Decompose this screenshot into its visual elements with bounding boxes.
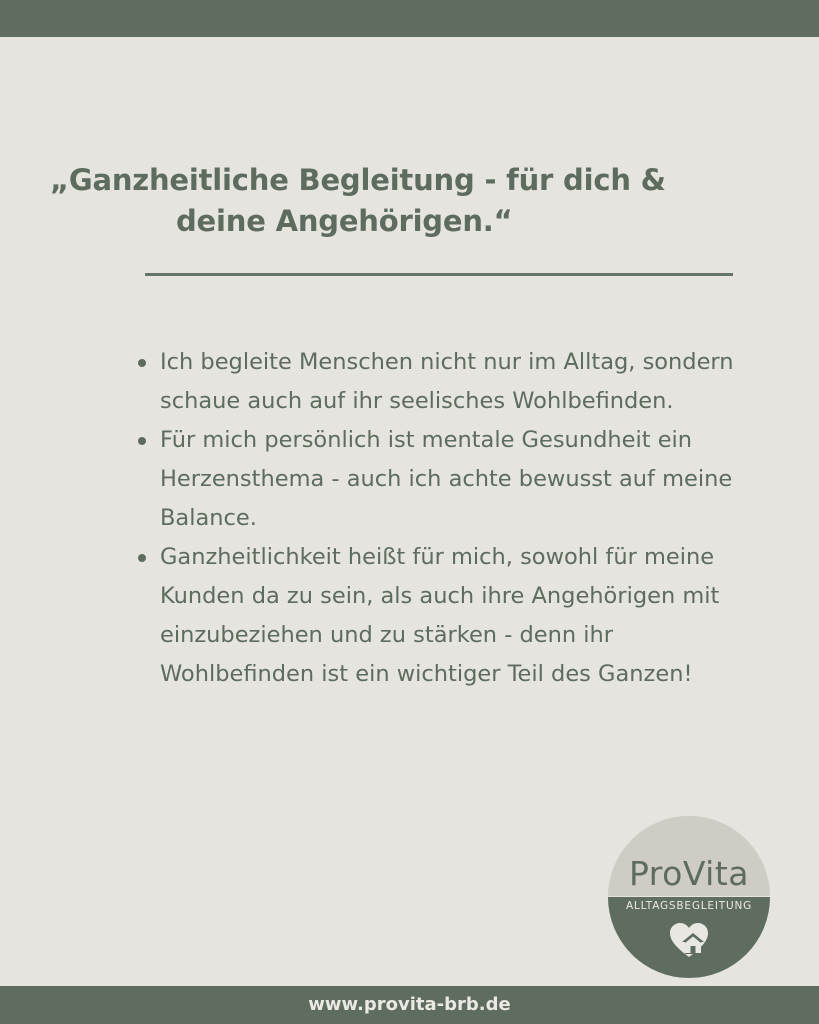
logo-name: ProVita — [628, 854, 750, 893]
bullet-icon — [138, 359, 146, 367]
website-link[interactable]: www.provita-brb.de — [308, 994, 511, 1015]
title-line-1: „Ganzheitliche Begleitung - für dich & — [50, 163, 666, 197]
bullet-icon — [138, 554, 146, 562]
logo-separator — [608, 896, 770, 897]
list-item-text: Für mich persönlich ist mentale Gesundheit ein Herzensthema - auch ich achte bewusst auf meine Balance. — [160, 427, 733, 531]
list-item-text: Ganzheitlichkeit heißt für mich, sowohl für meine Kunden da zu sein, als auch ihre Angehörigen mit einzubeziehen und zu stärken - denn ihr Wohlbefinden ist ein wichtiger Teil des Ganzen! — [160, 544, 720, 687]
list-item — [133, 538, 773, 694]
bullet-icon — [138, 437, 146, 445]
logo-tagline: ALLTAGSBEGLEITUNG — [625, 900, 753, 912]
top-bar — [0, 0, 819, 37]
bullet-list — [133, 343, 773, 694]
heart-house-icon — [669, 922, 709, 960]
page-title — [50, 160, 670, 242]
list-item — [133, 421, 773, 538]
footer-bar — [0, 986, 819, 1024]
list-item-text: Ich begleite Menschen nicht nur im Alltag, sondern schaue auch auf ihr seelisches Wohlbefinden. — [160, 349, 734, 414]
provita-logo — [608, 816, 770, 978]
title-line-2: deine Angehörigen.“ — [176, 204, 513, 238]
list-item — [133, 343, 773, 421]
divider — [145, 273, 733, 276]
